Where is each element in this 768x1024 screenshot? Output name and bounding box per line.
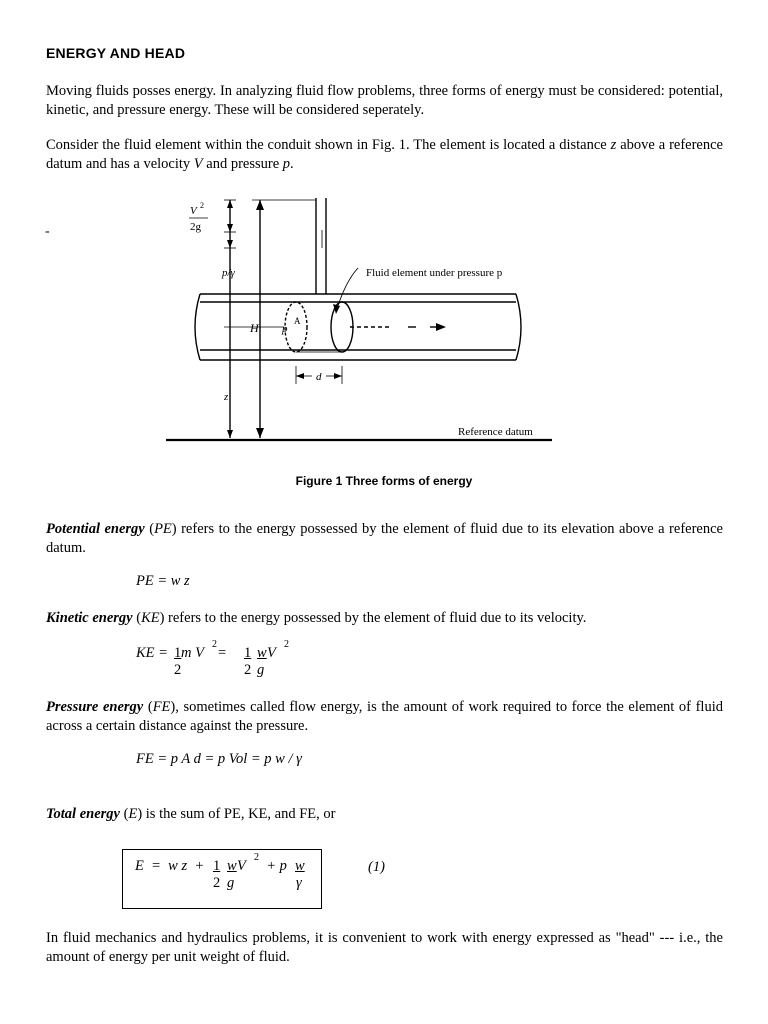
ke-one-a: 1 [174, 645, 182, 661]
e-w2: w [295, 858, 305, 874]
ke-two-a: 2 [174, 662, 182, 678]
paren: ( [144, 521, 155, 537]
a-label: A [294, 316, 301, 326]
pe-equation [136, 573, 190, 590]
e-g: g [227, 875, 235, 891]
figure-1-diagram [160, 190, 560, 450]
intro-text: Moving fluids posses energy. In analyzing fluid flow problems, three forms of energy must be considered: potential, kinetic, and pressure energy. These will be considered seperately. [46, 83, 723, 118]
kinetic-energy-paragraph [46, 609, 723, 628]
ke-one-b: 1 [244, 645, 252, 661]
fluid-element-right [331, 302, 353, 352]
fluid-element-left [285, 302, 307, 352]
ke-equals: = [218, 645, 227, 661]
e-plus-p: + p [259, 858, 295, 874]
ke-sup2: 2 [284, 639, 289, 650]
e-one: 1 [213, 858, 221, 874]
z-label: z [224, 391, 229, 403]
intro-text-b: above a reference datum and has a velocity [46, 137, 723, 172]
intro-text-d: . [290, 156, 294, 172]
pressure-energy-term: Pressure energy [46, 699, 144, 715]
intro-text-c: and pressure [202, 156, 283, 172]
potential-energy-paragraph [46, 520, 723, 558]
pe-abbr: PE [154, 521, 172, 537]
closing-paragraph: In fluid mechanics and hydraulics problems, it is convenient to work with energy expressed as "head" --- i.e., the amount of energy per unit weight of fluid. [46, 930, 723, 965]
e-sup: 2 [254, 852, 259, 863]
intro-paragraph [46, 82, 723, 120]
paren: ( [119, 806, 129, 822]
d-label: d [316, 371, 322, 383]
ke-g: g [257, 662, 265, 678]
e-gamma: γ [296, 875, 302, 891]
paren: ( [132, 610, 142, 626]
v2-sup: 2 [200, 201, 204, 210]
fluid-element-label: Fluid element under pressure p [366, 267, 503, 279]
var-p: p [282, 156, 291, 172]
fluid-element-paragraph [46, 136, 723, 174]
e-two: 2 [213, 875, 221, 891]
stray-mark: - [45, 224, 50, 239]
kinetic-energy-text: ) refers to the energy possessed by the element of fluid due to its velocity. [159, 610, 587, 626]
ke-sup1: 2 [212, 639, 217, 650]
var-z: z [610, 137, 617, 153]
e-v: V [237, 858, 246, 874]
ke-equation [136, 639, 396, 685]
e-abbr: E [128, 806, 138, 822]
equation-1-box [122, 849, 322, 909]
total-energy-paragraph [46, 805, 723, 824]
kinetic-energy-term: Kinetic energy [46, 610, 133, 626]
potential-energy-text: ) refers to the energy possessed by the element of fluid due to its elevation above a reference datum. [46, 521, 723, 556]
p-label: p [282, 323, 288, 335]
e-w: w [227, 858, 237, 874]
v2-den: 2g [190, 221, 201, 233]
fe-equation: FE = p A d = p Vol = p w / γ [136, 751, 302, 767]
pipe-left-end [195, 294, 200, 360]
total-energy-equation [135, 852, 315, 898]
p-over-gamma-label: p/γ [222, 267, 235, 279]
ke-v: V [267, 645, 276, 661]
pipe-right-end [516, 294, 521, 360]
total-energy-text: ) is the sum of PE, KE, and FE, or [137, 806, 336, 822]
pressure-energy-text: ), sometimes called flow energy, is the amount of work required to force the element of fluid across a certain distance against the pressure. [46, 699, 723, 734]
section-heading: ENERGY AND HEAD [46, 45, 186, 61]
fe-abbr: FE [152, 699, 171, 715]
ke-mid: m V [181, 645, 204, 661]
pressure-energy-paragraph [46, 698, 723, 736]
paren: ( [143, 699, 153, 715]
total-energy-term: Total energy [46, 806, 120, 822]
ke-lhs: KE = [136, 645, 168, 661]
ke-abbr: KE [141, 610, 160, 626]
ke-w: w [257, 645, 267, 661]
pe-equation-text: PE = w z [136, 573, 190, 589]
figure-caption: Figure 1 Three forms of energy [295, 474, 473, 488]
ke-two-b: 2 [244, 662, 252, 678]
var-v: V [193, 156, 203, 172]
equation-number: (1) [368, 859, 385, 875]
potential-energy-term: Potential energy [46, 521, 145, 537]
intro-text-a: Consider the fluid element within the conduit shown in Fig. 1. The element is located a distance [46, 137, 611, 153]
reference-datum-label: Reference datum [458, 426, 533, 438]
h-label: H [250, 321, 259, 335]
v2-num: V [190, 205, 197, 217]
e-lhs: E = w z + [135, 858, 212, 874]
